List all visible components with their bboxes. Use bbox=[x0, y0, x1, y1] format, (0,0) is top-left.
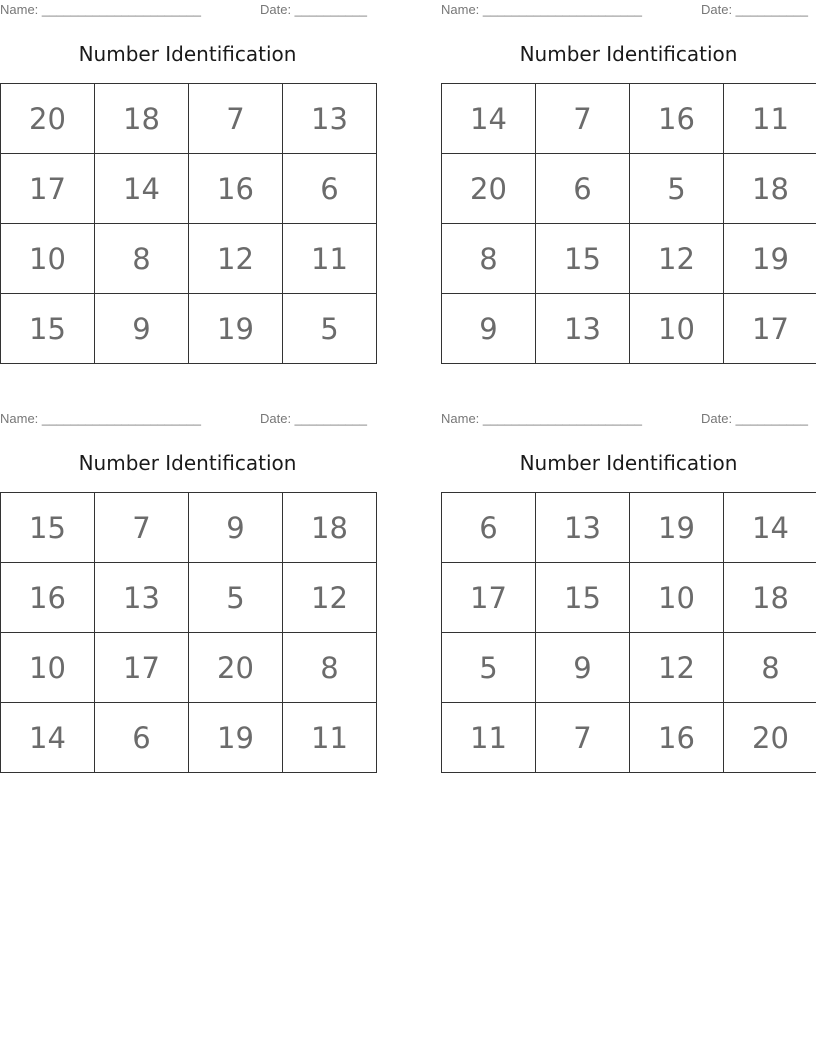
date-field: Date: __________ bbox=[260, 2, 367, 17]
number-cell: 8 bbox=[95, 224, 189, 294]
number-cell: 9 bbox=[536, 633, 630, 703]
number-cell: 6 bbox=[442, 493, 536, 563]
number-cell: 5 bbox=[630, 154, 724, 224]
grid-row bbox=[1, 703, 377, 773]
number-cell: 5 bbox=[189, 563, 283, 633]
number-cell: 9 bbox=[189, 493, 283, 563]
name-field: Name: ______________________ bbox=[0, 411, 201, 426]
number-cell: 10 bbox=[630, 563, 724, 633]
number-cell: 11 bbox=[283, 703, 377, 773]
number-cell: 19 bbox=[189, 294, 283, 364]
number-cell: 15 bbox=[1, 493, 95, 563]
number-cell: 6 bbox=[95, 703, 189, 773]
number-cell: 8 bbox=[442, 224, 536, 294]
number-cell: 7 bbox=[536, 84, 630, 154]
header-row bbox=[441, 2, 816, 20]
worksheet-title: Number Identification bbox=[519, 42, 738, 66]
number-cell: 14 bbox=[1, 703, 95, 773]
date-field: Date: __________ bbox=[260, 411, 367, 426]
number-cell: 16 bbox=[630, 84, 724, 154]
number-cell: 10 bbox=[1, 633, 95, 703]
number-cell: 8 bbox=[283, 633, 377, 703]
number-cell: 5 bbox=[442, 633, 536, 703]
grid-row bbox=[1, 493, 377, 563]
number-cell: 15 bbox=[1, 294, 95, 364]
number-grid bbox=[441, 83, 816, 364]
name-field: Name: ______________________ bbox=[0, 2, 201, 17]
number-cell: 17 bbox=[724, 294, 816, 364]
number-cell: 16 bbox=[189, 154, 283, 224]
grid-row bbox=[1, 294, 377, 364]
number-cell: 17 bbox=[1, 154, 95, 224]
number-cell: 16 bbox=[1, 563, 95, 633]
number-cell: 12 bbox=[189, 224, 283, 294]
worksheet-4 bbox=[441, 409, 816, 789]
number-cell: 13 bbox=[283, 84, 377, 154]
name-field: Name: ______________________ bbox=[441, 2, 642, 17]
number-cell: 20 bbox=[1, 84, 95, 154]
grid-row bbox=[1, 154, 377, 224]
number-cell: 9 bbox=[442, 294, 536, 364]
grid-row bbox=[442, 294, 816, 364]
number-cell: 11 bbox=[724, 84, 816, 154]
number-cell: 17 bbox=[95, 633, 189, 703]
worksheet-title: Number Identification bbox=[78, 42, 297, 66]
number-cell: 13 bbox=[536, 294, 630, 364]
number-grid bbox=[0, 83, 377, 364]
number-cell: 20 bbox=[442, 154, 536, 224]
number-cell: 14 bbox=[724, 493, 816, 563]
number-cell: 20 bbox=[189, 633, 283, 703]
number-cell: 10 bbox=[630, 294, 724, 364]
number-cell: 7 bbox=[189, 84, 283, 154]
number-cell: 14 bbox=[95, 154, 189, 224]
worksheet-1 bbox=[0, 0, 375, 380]
worksheet-2 bbox=[441, 0, 816, 380]
number-cell: 13 bbox=[95, 563, 189, 633]
number-cell: 19 bbox=[189, 703, 283, 773]
number-cell: 12 bbox=[630, 224, 724, 294]
grid-row bbox=[1, 224, 377, 294]
number-cell: 18 bbox=[724, 563, 816, 633]
number-cell: 6 bbox=[283, 154, 377, 224]
number-cell: 19 bbox=[724, 224, 816, 294]
header-row bbox=[0, 411, 375, 429]
number-cell: 7 bbox=[536, 703, 630, 773]
number-cell: 8 bbox=[724, 633, 816, 703]
number-cell: 7 bbox=[95, 493, 189, 563]
number-cell: 18 bbox=[283, 493, 377, 563]
grid-row bbox=[442, 493, 816, 563]
number-cell: 6 bbox=[536, 154, 630, 224]
number-cell: 19 bbox=[630, 493, 724, 563]
grid-row bbox=[442, 84, 816, 154]
grid-row bbox=[442, 154, 816, 224]
number-cell: 13 bbox=[536, 493, 630, 563]
number-cell: 14 bbox=[442, 84, 536, 154]
name-field: Name: ______________________ bbox=[441, 411, 642, 426]
grid-row bbox=[442, 224, 816, 294]
grid-row bbox=[1, 563, 377, 633]
worksheet-3 bbox=[0, 409, 375, 789]
worksheet-title: Number Identification bbox=[519, 451, 738, 475]
grid-row bbox=[442, 633, 816, 703]
number-cell: 18 bbox=[724, 154, 816, 224]
grid-row bbox=[442, 703, 816, 773]
header-row bbox=[441, 411, 816, 429]
number-cell: 9 bbox=[95, 294, 189, 364]
number-grid bbox=[441, 492, 816, 773]
number-cell: 17 bbox=[442, 563, 536, 633]
number-cell: 18 bbox=[95, 84, 189, 154]
grid-row bbox=[1, 84, 377, 154]
grid-row bbox=[1, 633, 377, 703]
number-cell: 11 bbox=[283, 224, 377, 294]
number-cell: 16 bbox=[630, 703, 724, 773]
date-field: Date: __________ bbox=[701, 411, 808, 426]
number-cell: 5 bbox=[283, 294, 377, 364]
number-cell: 12 bbox=[630, 633, 724, 703]
date-field: Date: __________ bbox=[701, 2, 808, 17]
grid-row bbox=[442, 563, 816, 633]
header-row bbox=[0, 2, 375, 20]
number-cell: 12 bbox=[283, 563, 377, 633]
number-cell: 15 bbox=[536, 224, 630, 294]
number-cell: 20 bbox=[724, 703, 816, 773]
number-grid bbox=[0, 492, 377, 773]
worksheet-title: Number Identification bbox=[78, 451, 297, 475]
number-cell: 10 bbox=[1, 224, 95, 294]
number-cell: 11 bbox=[442, 703, 536, 773]
number-cell: 15 bbox=[536, 563, 630, 633]
